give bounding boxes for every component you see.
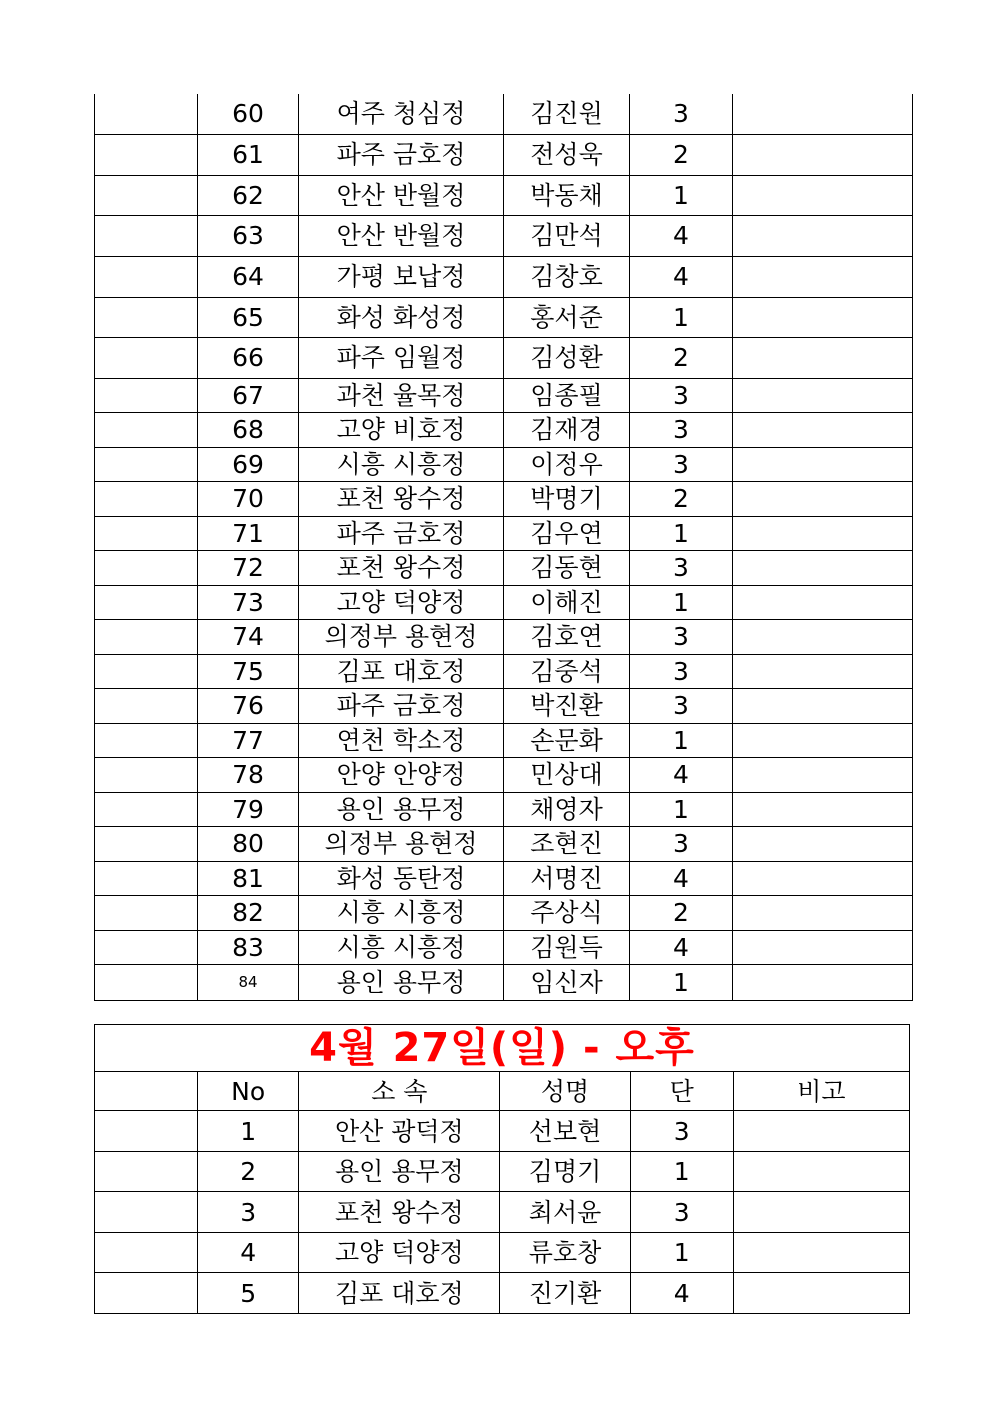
name-cell: 선보현 <box>500 1111 630 1152</box>
table-row <box>95 1233 910 1273</box>
name-cell: 박동채 <box>504 175 630 215</box>
header-dan: 단 <box>630 1072 733 1111</box>
affiliation-cell: 화성 동탄정 <box>299 861 504 895</box>
header-name: 성명 <box>500 1072 630 1111</box>
dan-cell: 4 <box>630 861 733 895</box>
blank-cell <box>95 412 198 447</box>
afternoon-roster-body <box>95 1111 910 1314</box>
name-cell: 김명기 <box>500 1152 630 1192</box>
table-row <box>95 619 913 654</box>
table-row <box>95 1192 910 1233</box>
note-cell <box>733 516 913 550</box>
dan-cell: 3 <box>630 550 733 585</box>
affiliation-cell: 시흥 시흥정 <box>299 447 504 481</box>
note-cell <box>733 964 913 1000</box>
name-cell: 서명진 <box>504 861 630 895</box>
number-cell: 65 <box>198 297 299 337</box>
name-cell: 민상대 <box>504 757 630 792</box>
name-cell: 임신자 <box>504 964 630 1000</box>
affiliation-cell: 과천 율목정 <box>299 378 504 412</box>
number-cell: 75 <box>198 654 299 688</box>
number-cell: 82 <box>198 895 299 930</box>
note-cell <box>733 930 913 964</box>
affiliation-cell: 안산 광덕정 <box>299 1111 500 1152</box>
blank-cell <box>95 134 198 175</box>
name-cell: 김호연 <box>504 619 630 654</box>
blank-cell <box>95 550 198 585</box>
dan-cell: 3 <box>630 654 733 688</box>
affiliation-cell: 시흥 시흥정 <box>299 930 504 964</box>
table-row <box>95 550 913 585</box>
name-cell: 임종필 <box>504 378 630 412</box>
table-row <box>95 654 913 688</box>
affiliation-cell: 가평 보납정 <box>299 256 504 297</box>
number-cell: 80 <box>198 826 299 861</box>
note-cell <box>733 1273 909 1314</box>
number-cell: 68 <box>198 412 299 447</box>
table-row <box>95 447 913 481</box>
number-cell: 60 <box>198 94 299 134</box>
blank-cell <box>95 378 198 412</box>
name-cell: 김만석 <box>504 215 630 256</box>
note-cell <box>733 1111 909 1152</box>
dan-cell: 4 <box>630 215 733 256</box>
table-row <box>95 337 913 378</box>
header-note: 비고 <box>733 1072 909 1111</box>
header-org: 소 속 <box>299 1072 500 1111</box>
table-row <box>95 215 913 256</box>
table-row <box>95 861 913 895</box>
blank-cell <box>95 256 198 297</box>
dan-cell: 3 <box>630 826 733 861</box>
blank-cell <box>95 723 198 757</box>
affiliation-cell: 안산 반월정 <box>299 215 504 256</box>
table-row <box>95 585 913 619</box>
note-cell <box>733 447 913 481</box>
table-row <box>95 412 913 447</box>
note-cell <box>733 378 913 412</box>
number-cell: 69 <box>198 447 299 481</box>
dan-cell: 4 <box>630 757 733 792</box>
name-cell: 최서윤 <box>500 1192 630 1233</box>
note-cell <box>733 861 913 895</box>
dan-cell: 1 <box>630 516 733 550</box>
table-row <box>95 930 913 964</box>
note-cell <box>733 481 913 516</box>
dan-cell: 2 <box>630 134 733 175</box>
blank-cell <box>95 1233 198 1273</box>
number-cell: 1 <box>198 1111 299 1152</box>
note-cell <box>733 723 913 757</box>
table-row <box>95 757 913 792</box>
name-cell: 류호창 <box>500 1233 630 1273</box>
affiliation-cell: 연천 학소정 <box>299 723 504 757</box>
number-cell: 77 <box>198 723 299 757</box>
name-cell: 이정우 <box>504 447 630 481</box>
number-cell: 63 <box>198 215 299 256</box>
name-cell: 조현진 <box>504 826 630 861</box>
blank-cell <box>95 792 198 826</box>
number-cell: 4 <box>198 1233 299 1273</box>
blank-cell <box>95 297 198 337</box>
name-cell: 김진원 <box>504 94 630 134</box>
note-cell <box>733 297 913 337</box>
table-row <box>95 378 913 412</box>
table-row <box>95 1273 910 1314</box>
name-cell: 김동현 <box>504 550 630 585</box>
affiliation-cell: 여주 청심정 <box>299 94 504 134</box>
blank-cell <box>95 619 198 654</box>
note-cell <box>733 895 913 930</box>
dan-cell: 1 <box>630 792 733 826</box>
table-row <box>95 1111 910 1152</box>
note-cell <box>733 337 913 378</box>
number-cell: 2 <box>198 1152 299 1192</box>
blank-cell <box>95 585 198 619</box>
affiliation-cell: 의정부 용현정 <box>299 619 504 654</box>
table-row <box>95 964 913 1000</box>
header-no: No <box>198 1072 299 1111</box>
blank-cell <box>95 516 198 550</box>
dan-cell: 3 <box>630 688 733 723</box>
affiliation-cell: 용인 용무정 <box>299 964 504 1000</box>
name-cell: 김재경 <box>504 412 630 447</box>
number-cell: 3 <box>198 1192 299 1233</box>
note-cell <box>733 1233 909 1273</box>
number-cell: 73 <box>198 585 299 619</box>
affiliation-cell: 고양 비호정 <box>299 412 504 447</box>
affiliation-cell: 시흥 시흥정 <box>299 895 504 930</box>
affiliation-cell: 고양 덕양정 <box>299 1233 500 1273</box>
table-row <box>95 826 913 861</box>
table-row <box>95 895 913 930</box>
table-row <box>95 723 913 757</box>
name-cell: 김창호 <box>504 256 630 297</box>
number-cell: 5 <box>198 1273 299 1314</box>
number-cell: 62 <box>198 175 299 215</box>
number-cell: 61 <box>198 134 299 175</box>
affiliation-cell: 화성 화성정 <box>299 297 504 337</box>
note-cell <box>733 654 913 688</box>
table-row <box>95 297 913 337</box>
number-cell: 84 <box>198 964 299 1000</box>
table-row <box>95 481 913 516</box>
note-cell <box>733 1192 909 1233</box>
note-cell <box>733 1152 909 1192</box>
blank-cell <box>95 481 198 516</box>
number-cell: 76 <box>198 688 299 723</box>
note-cell <box>733 175 913 215</box>
table-row <box>95 175 913 215</box>
dan-cell: 2 <box>630 895 733 930</box>
number-cell: 81 <box>198 861 299 895</box>
affiliation-cell: 파주 금호정 <box>299 516 504 550</box>
name-cell: 김성환 <box>504 337 630 378</box>
number-cell: 74 <box>198 619 299 654</box>
afternoon-roster-table <box>94 1024 910 1314</box>
note-cell <box>733 688 913 723</box>
note-cell <box>733 585 913 619</box>
note-cell <box>733 94 913 134</box>
affiliation-cell: 용인 용무정 <box>299 1152 500 1192</box>
note-cell <box>733 792 913 826</box>
affiliation-cell: 김포 대호정 <box>299 654 504 688</box>
note-cell <box>733 550 913 585</box>
note-cell <box>733 826 913 861</box>
header-row <box>95 1072 910 1111</box>
affiliation-cell: 의정부 용현정 <box>299 826 504 861</box>
table-row <box>95 94 913 134</box>
blank-cell <box>95 861 198 895</box>
dan-cell: 3 <box>630 412 733 447</box>
name-cell: 박명기 <box>504 481 630 516</box>
number-cell: 70 <box>198 481 299 516</box>
affiliation-cell: 파주 임월정 <box>299 337 504 378</box>
blank-cell <box>95 337 198 378</box>
dan-cell: 4 <box>630 256 733 297</box>
affiliation-cell: 파주 금호정 <box>299 134 504 175</box>
affiliation-cell: 고양 덕양정 <box>299 585 504 619</box>
affiliation-cell: 포천 왕수정 <box>299 1192 500 1233</box>
dan-cell: 1 <box>630 297 733 337</box>
blank-cell <box>95 930 198 964</box>
note-cell <box>733 619 913 654</box>
blank-cell <box>95 94 198 134</box>
number-cell: 79 <box>198 792 299 826</box>
number-cell: 83 <box>198 930 299 964</box>
blank-cell <box>95 688 198 723</box>
name-cell: 홍서준 <box>504 297 630 337</box>
dan-cell: 3 <box>630 447 733 481</box>
name-cell: 손문화 <box>504 723 630 757</box>
affiliation-cell: 김포 대호정 <box>299 1273 500 1314</box>
blank-cell <box>95 654 198 688</box>
blank-cell <box>95 1152 198 1192</box>
blank-cell <box>95 447 198 481</box>
blank-cell <box>95 1192 198 1233</box>
table-row <box>95 688 913 723</box>
table-row <box>95 516 913 550</box>
table-row <box>95 134 913 175</box>
dan-cell: 4 <box>630 930 733 964</box>
dan-cell: 3 <box>630 1192 733 1233</box>
note-cell <box>733 256 913 297</box>
number-cell: 71 <box>198 516 299 550</box>
dan-cell: 1 <box>630 1233 733 1273</box>
blank-cell <box>95 175 198 215</box>
number-cell: 67 <box>198 378 299 412</box>
note-cell <box>733 412 913 447</box>
dan-cell: 1 <box>630 585 733 619</box>
number-cell: 64 <box>198 256 299 297</box>
number-cell: 66 <box>198 337 299 378</box>
dan-cell: 1 <box>630 1152 733 1192</box>
name-cell: 전성욱 <box>504 134 630 175</box>
dan-cell: 1 <box>630 964 733 1000</box>
table-row <box>95 792 913 826</box>
affiliation-cell: 안산 반월정 <box>299 175 504 215</box>
blank-cell <box>95 215 198 256</box>
dan-cell: 3 <box>630 619 733 654</box>
blank-cell <box>95 1273 198 1314</box>
dan-cell: 2 <box>630 337 733 378</box>
roster-table-body <box>95 94 913 1000</box>
affiliation-cell: 포천 왕수정 <box>299 481 504 516</box>
affiliation-cell: 안양 안양정 <box>299 757 504 792</box>
note-cell <box>733 757 913 792</box>
note-cell <box>733 134 913 175</box>
table-row <box>95 256 913 297</box>
dan-cell: 2 <box>630 481 733 516</box>
name-cell: 이해진 <box>504 585 630 619</box>
name-cell: 김원득 <box>504 930 630 964</box>
blank-cell <box>95 1111 198 1152</box>
affiliation-cell: 용인 용무정 <box>299 792 504 826</box>
name-cell: 진기환 <box>500 1273 630 1314</box>
name-cell: 박진환 <box>504 688 630 723</box>
blank-cell <box>95 895 198 930</box>
dan-cell: 3 <box>630 1111 733 1152</box>
name-cell: 주상식 <box>504 895 630 930</box>
dan-cell: 1 <box>630 723 733 757</box>
affiliation-cell: 파주 금호정 <box>299 688 504 723</box>
blank-cell <box>95 964 198 1000</box>
number-cell: 78 <box>198 757 299 792</box>
dan-cell: 3 <box>630 378 733 412</box>
session-title: 4월 27일(일) - 오후 <box>95 1025 910 1072</box>
name-cell: 채영자 <box>504 792 630 826</box>
blank-cell <box>95 757 198 792</box>
name-cell: 김우연 <box>504 516 630 550</box>
roster-table-continued <box>94 94 913 1001</box>
number-cell: 72 <box>198 550 299 585</box>
dan-cell: 1 <box>630 175 733 215</box>
table-row <box>95 1152 910 1192</box>
dan-cell: 3 <box>630 94 733 134</box>
note-cell <box>733 215 913 256</box>
header-blank <box>95 1072 198 1111</box>
affiliation-cell: 포천 왕수정 <box>299 550 504 585</box>
dan-cell: 4 <box>630 1273 733 1314</box>
name-cell: 김중석 <box>504 654 630 688</box>
blank-cell <box>95 826 198 861</box>
